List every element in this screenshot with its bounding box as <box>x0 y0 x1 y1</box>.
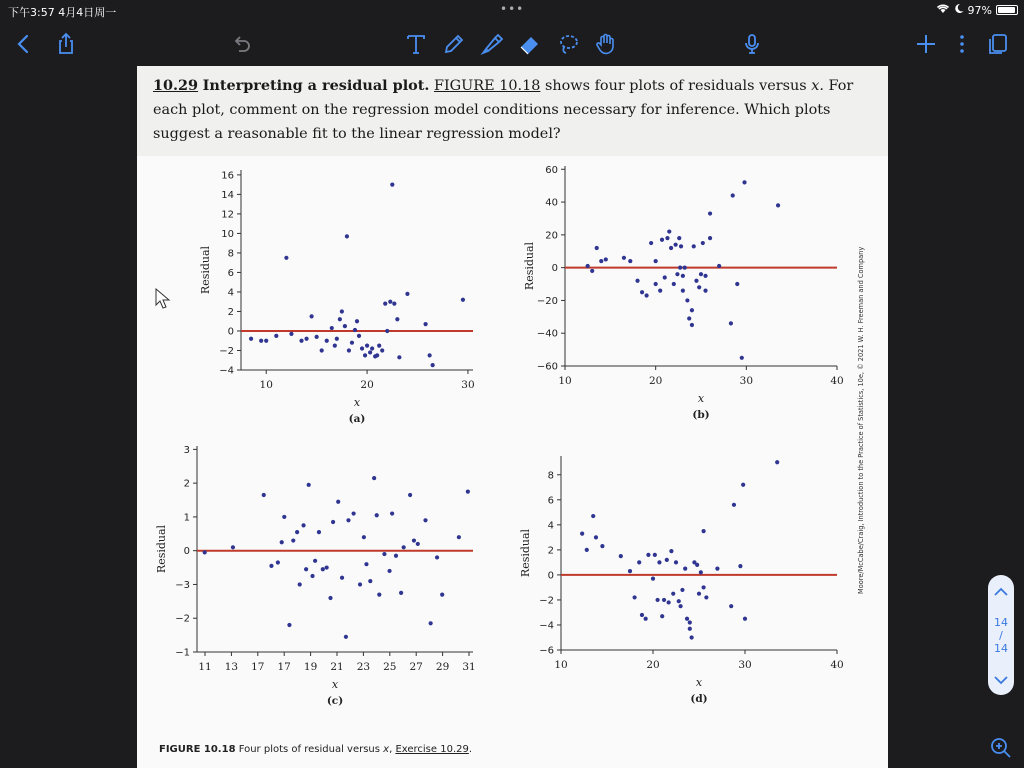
status-bar <box>0 0 1024 22</box>
plot-b-point <box>679 244 683 248</box>
plot-b-point <box>776 203 780 207</box>
exercise-text-2: . For each plot, comment on the regression model conditions necessary for inference. Which plots suggest a reasonable fit to the linear regression model? <box>153 78 854 142</box>
plot-a-point <box>340 309 344 313</box>
plot-a-point <box>355 319 359 323</box>
plot-a-point <box>335 337 339 341</box>
plot-d-point <box>580 532 584 536</box>
plot-a-point <box>365 344 369 348</box>
battery-icon <box>996 5 1018 15</box>
plot-a-point <box>304 337 308 341</box>
plot-d-point <box>585 548 589 552</box>
plot-c-point <box>377 592 381 596</box>
plot-b-point <box>658 288 662 292</box>
plot-b-point <box>708 236 712 240</box>
plot-d-point <box>671 592 675 596</box>
plot-b-point <box>690 323 694 327</box>
plot-a-ytick-label: 0 <box>227 326 234 338</box>
plot-c-point <box>280 540 284 544</box>
plot-d-ytick-label: −6 <box>539 645 554 657</box>
plot-b-point <box>740 356 744 360</box>
lasso-icon[interactable] <box>554 30 582 58</box>
plot-b-point <box>735 282 739 286</box>
plot-c-xtick-label: 23 <box>356 661 371 673</box>
plot-a-point <box>347 348 351 352</box>
share-icon[interactable] <box>52 30 80 58</box>
plot-c-point <box>298 582 302 586</box>
plot-d-ytick-label: 0 <box>547 570 554 582</box>
plot-a-point <box>284 256 288 260</box>
plot-b-ytick-label: −60 <box>536 361 558 373</box>
plot-c-point <box>399 591 403 595</box>
plot-b-point <box>742 180 746 184</box>
plot-a-xtick-label: 30 <box>461 379 475 391</box>
plot-a-point <box>397 355 401 359</box>
plot-d-point <box>628 569 632 573</box>
plot-c-point <box>310 574 314 578</box>
plot-c-ylabel: Residual <box>155 524 168 574</box>
plot-c-label: (c) <box>326 695 344 707</box>
plot-d-point <box>674 560 678 564</box>
status-time: 下午3:57 4月4日周一 <box>8 6 117 19</box>
plot-a-point <box>325 339 329 343</box>
plot-a-ytick-label: 14 <box>221 189 234 201</box>
figure-10-18 <box>137 156 888 768</box>
mouse-cursor-icon <box>155 288 171 314</box>
plot-a-ytick-label: −4 <box>219 365 234 377</box>
plot-a-point <box>405 292 409 296</box>
multitasking-dots[interactable]: ••• <box>500 2 525 16</box>
plot-c-point <box>423 518 427 522</box>
plot-b-point <box>681 288 685 292</box>
eraser-icon[interactable] <box>516 30 544 58</box>
plot-d-point <box>699 570 703 574</box>
plot-c-point <box>387 569 391 573</box>
plot-d-point <box>651 577 655 581</box>
page-up-icon[interactable] <box>994 581 1008 600</box>
plot-b-point <box>697 285 701 289</box>
add-icon[interactable] <box>912 30 940 58</box>
caption-end: . <box>468 744 473 755</box>
plot-c-point <box>282 515 286 519</box>
plot-a-point <box>383 302 387 306</box>
plot-a-point <box>370 346 374 350</box>
plot-c-point <box>307 483 311 487</box>
plot-b-point <box>595 246 599 250</box>
plot-b-point <box>622 256 626 260</box>
plot-d-point <box>633 595 637 599</box>
plot-c-point <box>346 518 350 522</box>
plot-c-point <box>372 476 376 480</box>
caption-label: FIGURE 10.18 <box>159 744 236 755</box>
plot-d-point <box>690 635 694 639</box>
plot-d-ytick-label: 8 <box>547 470 554 482</box>
plot-c-point <box>262 493 266 497</box>
plot-b-xtick-label: 10 <box>558 375 572 387</box>
plot-a-label: (a) <box>348 413 366 425</box>
plot-a-ytick-label: 16 <box>221 170 234 182</box>
plot-d-point <box>591 514 595 518</box>
plot-b-ytick-label: 60 <box>545 164 558 176</box>
plot-c-point <box>325 565 329 569</box>
plot-c-point <box>291 538 295 542</box>
plot-b-point <box>692 244 696 248</box>
plot-a-xlabel: x <box>353 396 361 409</box>
plot-c-ytick-label: 1 <box>183 512 190 524</box>
plot-b-label: (b) <box>692 409 710 421</box>
plot-b-point <box>685 298 689 302</box>
plot-a-point <box>395 317 399 321</box>
microphone-icon[interactable] <box>738 30 766 58</box>
figure-link[interactable]: FIGURE 10.18 <box>434 78 541 94</box>
plot-a-point <box>390 183 394 187</box>
plot-a-point <box>368 350 372 354</box>
highlighter-icon[interactable] <box>478 30 506 58</box>
plot-d-point <box>644 617 648 621</box>
plot-b-point <box>654 282 658 286</box>
plot-d-point <box>688 620 692 624</box>
plot-a-point <box>392 302 396 306</box>
undo-icon[interactable] <box>228 30 256 58</box>
plot-a-ytick-label: 10 <box>221 228 234 240</box>
plot-c-xtick-label: 17 <box>251 661 265 673</box>
zoom-icon[interactable] <box>988 735 1014 761</box>
plot-c-xtick-label: 31 <box>462 661 476 673</box>
plot-b-ytick-label: −40 <box>536 328 558 340</box>
plot-c-point <box>331 520 335 524</box>
plot-c-point <box>336 500 340 504</box>
plot-d-point <box>669 549 673 553</box>
plot-c-xtick-label: 13 <box>224 661 239 673</box>
plot-a-point <box>363 353 367 357</box>
battery-level <box>998 7 1015 13</box>
document-page[interactable] <box>137 66 888 768</box>
plot-c-ytick-label: 2 <box>183 478 190 490</box>
plot-b-point <box>640 290 644 294</box>
plot-d-ytick-label: 2 <box>547 545 554 557</box>
plot-c-point <box>344 635 348 639</box>
plot-d-point <box>732 503 736 507</box>
plot-d-point <box>646 553 650 557</box>
plot-d-point <box>695 563 699 567</box>
plot-d-point <box>729 604 733 608</box>
plot-d-point <box>657 560 661 564</box>
text-tool-icon[interactable] <box>402 30 430 58</box>
plot-a-point <box>350 341 354 345</box>
plot-d-point <box>704 595 708 599</box>
plot-b-point <box>703 288 707 292</box>
plot-a-ytick-label: 8 <box>227 248 234 260</box>
wifi-icon <box>936 3 950 17</box>
plot-c-ytick-label: −1 <box>175 647 190 659</box>
page-scroller[interactable] <box>988 575 1014 695</box>
plot-c-xtick-label: 21 <box>330 661 344 673</box>
caption-text: Four plots of residual versus <box>235 744 384 755</box>
exercise-text <box>153 74 873 146</box>
plot-a-point <box>377 344 381 348</box>
plot-d-point <box>738 564 742 568</box>
plot-d-point <box>653 553 657 557</box>
plot-a-point <box>360 346 364 350</box>
plot-d-point <box>677 599 681 603</box>
plot-a-ytick-label: 6 <box>227 267 234 279</box>
plot-a-xtick-label: 10 <box>259 379 273 391</box>
plot-d-point <box>775 460 779 464</box>
plot-d-point <box>685 617 689 621</box>
plot-a-ytick-label: −2 <box>219 345 234 357</box>
plot-a-point <box>320 348 324 352</box>
plot-b-point <box>708 211 712 215</box>
plot-d-point <box>660 614 664 618</box>
exercise-title: Interpreting a residual plot. <box>202 77 430 94</box>
plot-b-point <box>701 241 705 245</box>
plot-b-ytick-label: 20 <box>545 230 558 242</box>
plot-a-point <box>423 322 427 326</box>
plot-c-xtick-label: 17 <box>277 661 291 673</box>
back-icon[interactable] <box>10 30 38 58</box>
plot-c-point <box>382 552 386 556</box>
plot-c-point <box>368 579 372 583</box>
plot-b-point <box>681 274 685 278</box>
plot-a-point <box>385 329 389 333</box>
plot-a-ytick-label: 4 <box>227 287 234 299</box>
plot-a-point <box>315 335 319 339</box>
plot-d-xtick-label: 20 <box>646 659 660 671</box>
plot-b-point <box>699 272 703 276</box>
plot-b-point <box>703 274 707 278</box>
figure-credit: Moore/McCabe/Craig, Introduction to the Practice of Statistics, 10e, © 2021 W. H. Freeman and Company <box>857 246 865 594</box>
plot-a-point <box>264 339 268 343</box>
plot-c-point <box>313 559 317 563</box>
plot-c-point <box>328 596 332 600</box>
plot-c-point <box>440 592 444 596</box>
plot-b-point <box>669 246 673 250</box>
plot-c-xtick-label: 27 <box>409 661 423 673</box>
plot-b-xtick-label: 20 <box>648 375 663 387</box>
plot-b-point <box>590 269 594 273</box>
plot-a-point <box>345 234 349 238</box>
plot-d-xtick-label: 40 <box>830 659 844 671</box>
plot-b-point <box>683 266 687 270</box>
plot-d-point <box>665 558 669 562</box>
plot-d-ytick-label: −4 <box>539 620 554 632</box>
plot-d-point <box>741 483 745 487</box>
plot-d-point <box>679 604 683 608</box>
plot-c-point <box>416 542 420 546</box>
hand-icon[interactable] <box>592 30 620 58</box>
plot-c-point <box>390 511 394 515</box>
plot-a-point <box>431 363 435 367</box>
plot-d-xtick-label: 30 <box>738 659 752 671</box>
plot-d-ytick-label: 4 <box>547 520 554 532</box>
plot-b-xlabel: x <box>697 392 705 405</box>
plot-a-point <box>461 298 465 302</box>
plot-d-point <box>688 627 692 631</box>
plot-a-point <box>428 353 432 357</box>
plot-c-point <box>287 623 291 627</box>
plot-c-xtick-label: 11 <box>198 661 212 673</box>
plot-a-point <box>343 324 347 328</box>
plot-c-ytick-label: 0 <box>183 546 190 558</box>
plot-b-point <box>667 229 671 233</box>
plot-d-point <box>743 617 747 621</box>
plot-b-ytick-label: −20 <box>536 295 558 307</box>
plot-c-point <box>466 489 470 493</box>
plot-d-point <box>702 585 706 589</box>
status-right <box>936 3 1018 17</box>
plot-c-point <box>317 530 321 534</box>
plot-b-point <box>729 321 733 325</box>
plot-c-point <box>203 550 207 554</box>
pages-icon[interactable] <box>984 30 1012 58</box>
plot-b-point <box>690 308 694 312</box>
plot-a-point <box>259 339 263 343</box>
plot-d-point <box>637 560 641 564</box>
plot-c-point <box>394 554 398 558</box>
plot-a-point <box>310 314 314 318</box>
plot-d-point <box>683 567 687 571</box>
plot-a-point <box>338 317 342 321</box>
plot-c-ytick-label: 3 <box>183 444 190 456</box>
plot-a-point <box>375 353 379 357</box>
plot-c-point <box>301 523 305 527</box>
plot-d-ytick-label: 6 <box>547 495 554 507</box>
plot-b-point <box>628 259 632 263</box>
plot-b-point <box>731 193 735 197</box>
plot-d-point <box>619 554 623 558</box>
plot-c-xtick-label: 25 <box>383 661 397 673</box>
plot-a-point <box>357 334 361 338</box>
moon-icon <box>954 3 964 17</box>
plot-c-ytick-label: −2 <box>175 613 190 625</box>
plot-b-point <box>645 293 649 297</box>
toolbar <box>0 22 1024 66</box>
plot-c-xtick-label: 19 <box>303 661 318 673</box>
plot-c-point <box>457 535 461 539</box>
plot-b-point <box>649 241 653 245</box>
plot-d-xlabel: x <box>695 676 703 689</box>
plot-c-point <box>321 567 325 571</box>
plot-c-point <box>269 564 273 568</box>
plot-c-point <box>231 545 235 549</box>
plot-a-ytick-label: 2 <box>227 306 234 318</box>
plot-b-point <box>694 279 698 283</box>
exercise-number: 10.29 <box>153 77 199 94</box>
plot-b-point <box>663 275 667 279</box>
plot-b-point <box>672 282 676 286</box>
more-icon[interactable] <box>948 30 976 58</box>
plot-c-point <box>364 562 368 566</box>
plot-b-point <box>675 272 679 276</box>
plot-c-point <box>402 545 406 549</box>
pen-icon[interactable] <box>440 30 468 58</box>
plot-a-point <box>353 328 357 332</box>
exercise-link[interactable]: Exercise 10.29 <box>395 744 469 755</box>
caption-sep: , <box>389 744 396 755</box>
battery-percent: 97% <box>967 3 992 17</box>
plot-a-point <box>289 332 293 336</box>
residual-plots <box>137 156 888 768</box>
plot-d-point <box>656 598 660 602</box>
plot-c-point <box>304 567 308 571</box>
plot-d-point <box>680 588 684 592</box>
page-number: 14 / 14 <box>994 615 1008 655</box>
plot-b-point <box>678 266 682 270</box>
plot-b-point <box>660 238 664 242</box>
plot-a-point <box>274 334 278 338</box>
plot-b-point <box>599 259 603 263</box>
plot-b-point <box>635 279 639 283</box>
plot-b-point <box>674 243 678 247</box>
plot-d-point <box>715 567 719 571</box>
plot-c-point <box>429 621 433 625</box>
exercise-var: x <box>811 78 820 94</box>
plot-a-ytick-label: 12 <box>221 209 234 221</box>
plot-d-ylabel: Residual <box>519 528 532 578</box>
plot-c-xtick-label: 29 <box>435 661 450 673</box>
plot-c-point <box>295 530 299 534</box>
plot-b-xtick-label: 30 <box>739 375 754 387</box>
plot-c-point <box>352 511 356 515</box>
plot-a-point <box>249 337 253 341</box>
plot-d-ytick-label: −2 <box>539 595 554 607</box>
plot-c-point <box>340 576 344 580</box>
plot-b-ytick-label: 40 <box>545 197 558 209</box>
plot-c-point <box>358 582 362 586</box>
plot-c-xlabel: x <box>331 678 339 691</box>
plot-c-point <box>362 535 366 539</box>
plot-c-point <box>276 560 280 564</box>
plot-c-point <box>408 493 412 497</box>
plot-b-point <box>604 257 608 261</box>
plot-b-point <box>586 264 590 268</box>
plot-b-point <box>687 316 691 320</box>
plot-d-point <box>702 529 706 533</box>
plot-d-point <box>697 592 701 596</box>
caption-var: x <box>383 744 390 755</box>
figure-caption <box>159 744 472 755</box>
plot-d-point <box>667 600 671 604</box>
plot-d-point <box>640 613 644 617</box>
exercise-text-1: shows four plots of residuals versus <box>540 78 812 94</box>
plot-b-xtick-label: 40 <box>830 375 844 387</box>
page-down-icon[interactable] <box>994 670 1008 689</box>
plot-c-point <box>375 513 379 517</box>
plot-b-point <box>665 236 669 240</box>
plot-c-point <box>412 538 416 542</box>
plot-b-ylabel: Residual <box>523 241 536 291</box>
plot-b-ytick-label: 0 <box>551 263 558 275</box>
plot-a-point <box>380 348 384 352</box>
plot-d-xtick-label: 10 <box>554 659 568 671</box>
plot-b-point <box>654 259 658 263</box>
plot-d-label: (d) <box>690 693 708 705</box>
plot-b-point <box>717 264 721 268</box>
plot-d-point <box>600 544 604 548</box>
plot-a-point <box>388 300 392 304</box>
plot-a-point <box>333 344 337 348</box>
plot-a-ylabel: Residual <box>199 245 212 295</box>
plot-a-point <box>299 339 303 343</box>
plot-a-point <box>330 326 334 330</box>
plot-d-point <box>594 535 598 539</box>
plot-d-point <box>662 598 666 602</box>
plot-c-point <box>435 555 439 559</box>
plot-a-xtick-label: 20 <box>360 379 374 391</box>
plot-b-point <box>677 236 681 240</box>
plot-c-ytick-label: −3 <box>175 579 190 591</box>
